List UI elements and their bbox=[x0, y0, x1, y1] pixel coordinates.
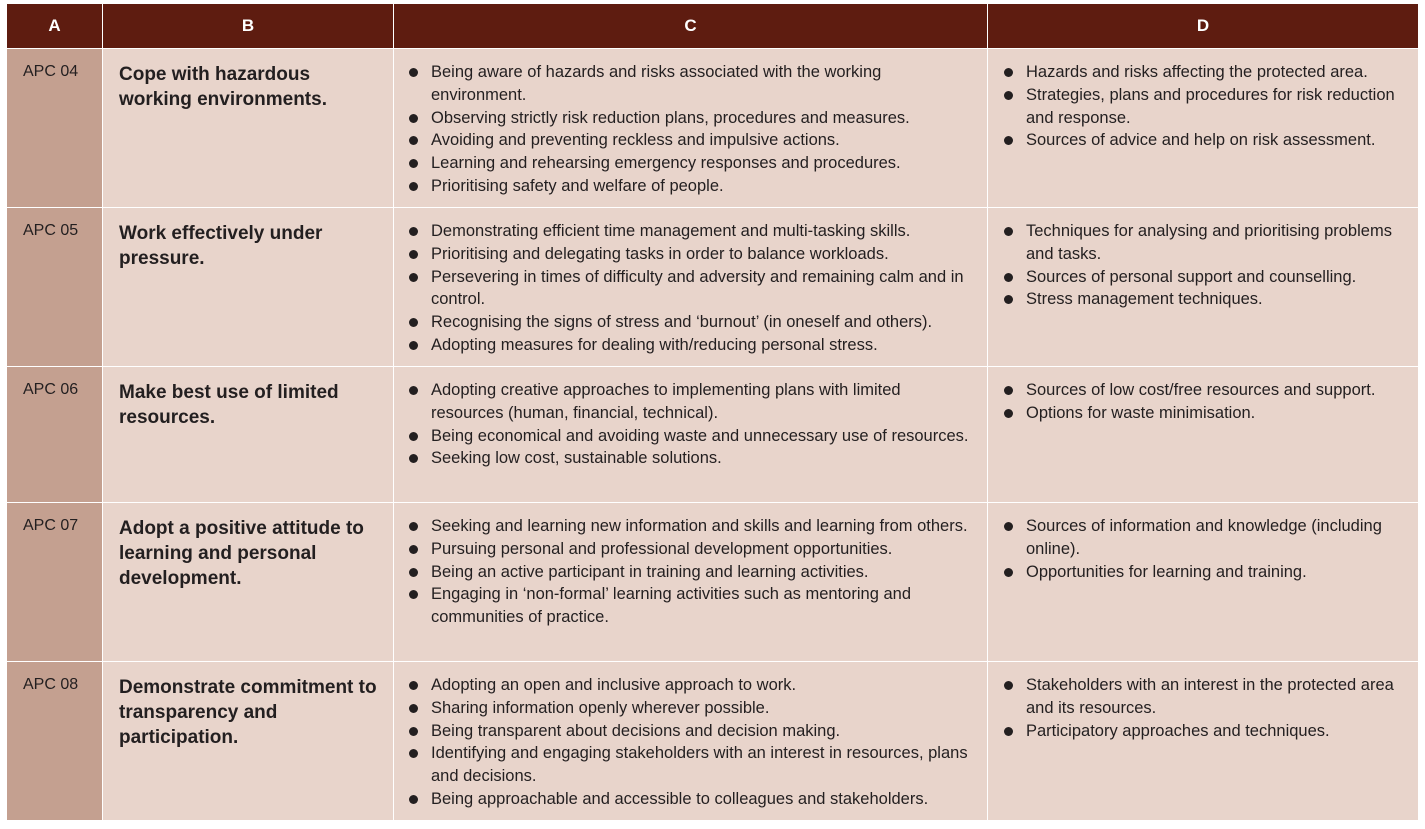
competency-title: Demonstrate commitment to transparency and participation. bbox=[103, 662, 394, 821]
knowledge-list bbox=[988, 503, 1418, 583]
knowledge-list bbox=[988, 367, 1418, 425]
knowledge-list bbox=[988, 208, 1418, 311]
list-item: Engaging in ‘non-formal’ learning activities such as mentoring and communities of practice. bbox=[409, 583, 977, 629]
skills-list bbox=[394, 662, 987, 811]
list-item: Persevering in times of difficulty and adversity and remaining calm and in control. bbox=[409, 266, 977, 312]
list-item: Opportunities for learning and training. bbox=[1004, 561, 1408, 584]
table-row bbox=[7, 208, 1418, 367]
competency-code: APC 06 bbox=[7, 367, 103, 503]
list-item: Avoiding and preventing reckless and impulsive actions. bbox=[409, 129, 977, 152]
list-item: Prioritising safety and welfare of people. bbox=[409, 175, 977, 198]
knowledge-cell bbox=[988, 367, 1418, 503]
list-item: Adopting measures for dealing with/reducing personal stress. bbox=[409, 334, 977, 357]
list-item: Demonstrating efficient time management and multi-tasking skills. bbox=[409, 220, 977, 243]
knowledge-cell bbox=[988, 49, 1418, 208]
list-item: Being aware of hazards and risks associated with the working environment. bbox=[409, 61, 977, 107]
knowledge-cell bbox=[988, 208, 1418, 367]
skills-list bbox=[394, 208, 987, 357]
column-header-b: B bbox=[103, 4, 394, 49]
list-item: Being economical and avoiding waste and unnecessary use of resources. bbox=[409, 425, 977, 448]
list-item: Being an active participant in training and learning activities. bbox=[409, 561, 977, 584]
skills-list bbox=[394, 503, 987, 629]
list-item: Stress management techniques. bbox=[1004, 288, 1408, 311]
list-item: Identifying and engaging stakeholders with an interest in resources, plans and decisions. bbox=[409, 742, 977, 788]
table-row bbox=[7, 662, 1418, 821]
list-item: Sources of advice and help on risk assessment. bbox=[1004, 129, 1408, 152]
list-item: Adopting an open and inclusive approach to work. bbox=[409, 674, 977, 697]
knowledge-cell bbox=[988, 662, 1418, 821]
competency-code: APC 04 bbox=[7, 49, 103, 208]
table-row bbox=[7, 49, 1418, 208]
list-item: Stakeholders with an interest in the protected area and its resources. bbox=[1004, 674, 1408, 720]
knowledge-cell bbox=[988, 503, 1418, 662]
column-header-c: C bbox=[394, 4, 988, 49]
list-item: Techniques for analysing and prioritising problems and tasks. bbox=[1004, 220, 1408, 266]
list-item: Being approachable and accessible to colleagues and stakeholders. bbox=[409, 788, 977, 811]
competency-table bbox=[7, 4, 1418, 821]
list-item: Pursuing personal and professional development opportunities. bbox=[409, 538, 977, 561]
skills-cell bbox=[394, 662, 988, 821]
list-item: Prioritising and delegating tasks in order to balance workloads. bbox=[409, 243, 977, 266]
competency-title: Make best use of limited resources. bbox=[103, 367, 394, 503]
list-item: Strategies, plans and procedures for risk reduction and response. bbox=[1004, 84, 1408, 130]
skills-cell bbox=[394, 208, 988, 367]
competency-title: Adopt a positive attitude to learning and personal development. bbox=[103, 503, 394, 662]
list-item: Recognising the signs of stress and ‘burnout’ (in oneself and others). bbox=[409, 311, 977, 334]
column-header-a: A bbox=[7, 4, 103, 49]
skills-cell bbox=[394, 49, 988, 208]
knowledge-list bbox=[988, 49, 1418, 152]
competency-title: Work effectively under pressure. bbox=[103, 208, 394, 367]
list-item: Hazards and risks affecting the protected area. bbox=[1004, 61, 1408, 84]
column-header-d: D bbox=[988, 4, 1418, 49]
table-row bbox=[7, 503, 1418, 662]
list-item: Sources of information and knowledge (including online). bbox=[1004, 515, 1408, 561]
list-item: Sources of personal support and counselling. bbox=[1004, 266, 1408, 289]
list-item: Options for waste minimisation. bbox=[1004, 402, 1408, 425]
list-item: Sources of low cost/free resources and support. bbox=[1004, 379, 1408, 402]
table-header-row bbox=[7, 4, 1418, 49]
list-item: Adopting creative approaches to implementing plans with limited resources (human, financial, technical). bbox=[409, 379, 977, 425]
list-item: Observing strictly risk reduction plans, procedures and measures. bbox=[409, 107, 977, 130]
competency-code: APC 08 bbox=[7, 662, 103, 821]
list-item: Sharing information openly wherever possible. bbox=[409, 697, 977, 720]
skills-cell bbox=[394, 367, 988, 503]
list-item: Seeking low cost, sustainable solutions. bbox=[409, 447, 977, 470]
list-item: Seeking and learning new information and skills and learning from others. bbox=[409, 515, 977, 538]
list-item: Being transparent about decisions and decision making. bbox=[409, 720, 977, 743]
skills-list bbox=[394, 367, 987, 470]
competency-title: Cope with hazardous working environments. bbox=[103, 49, 394, 208]
skills-list bbox=[394, 49, 987, 198]
list-item: Learning and rehearsing emergency responses and procedures. bbox=[409, 152, 977, 175]
competency-code: APC 07 bbox=[7, 503, 103, 662]
table-row bbox=[7, 367, 1418, 503]
knowledge-list bbox=[988, 662, 1418, 742]
competency-code: APC 05 bbox=[7, 208, 103, 367]
list-item: Participatory approaches and techniques. bbox=[1004, 720, 1408, 743]
skills-cell bbox=[394, 503, 988, 662]
